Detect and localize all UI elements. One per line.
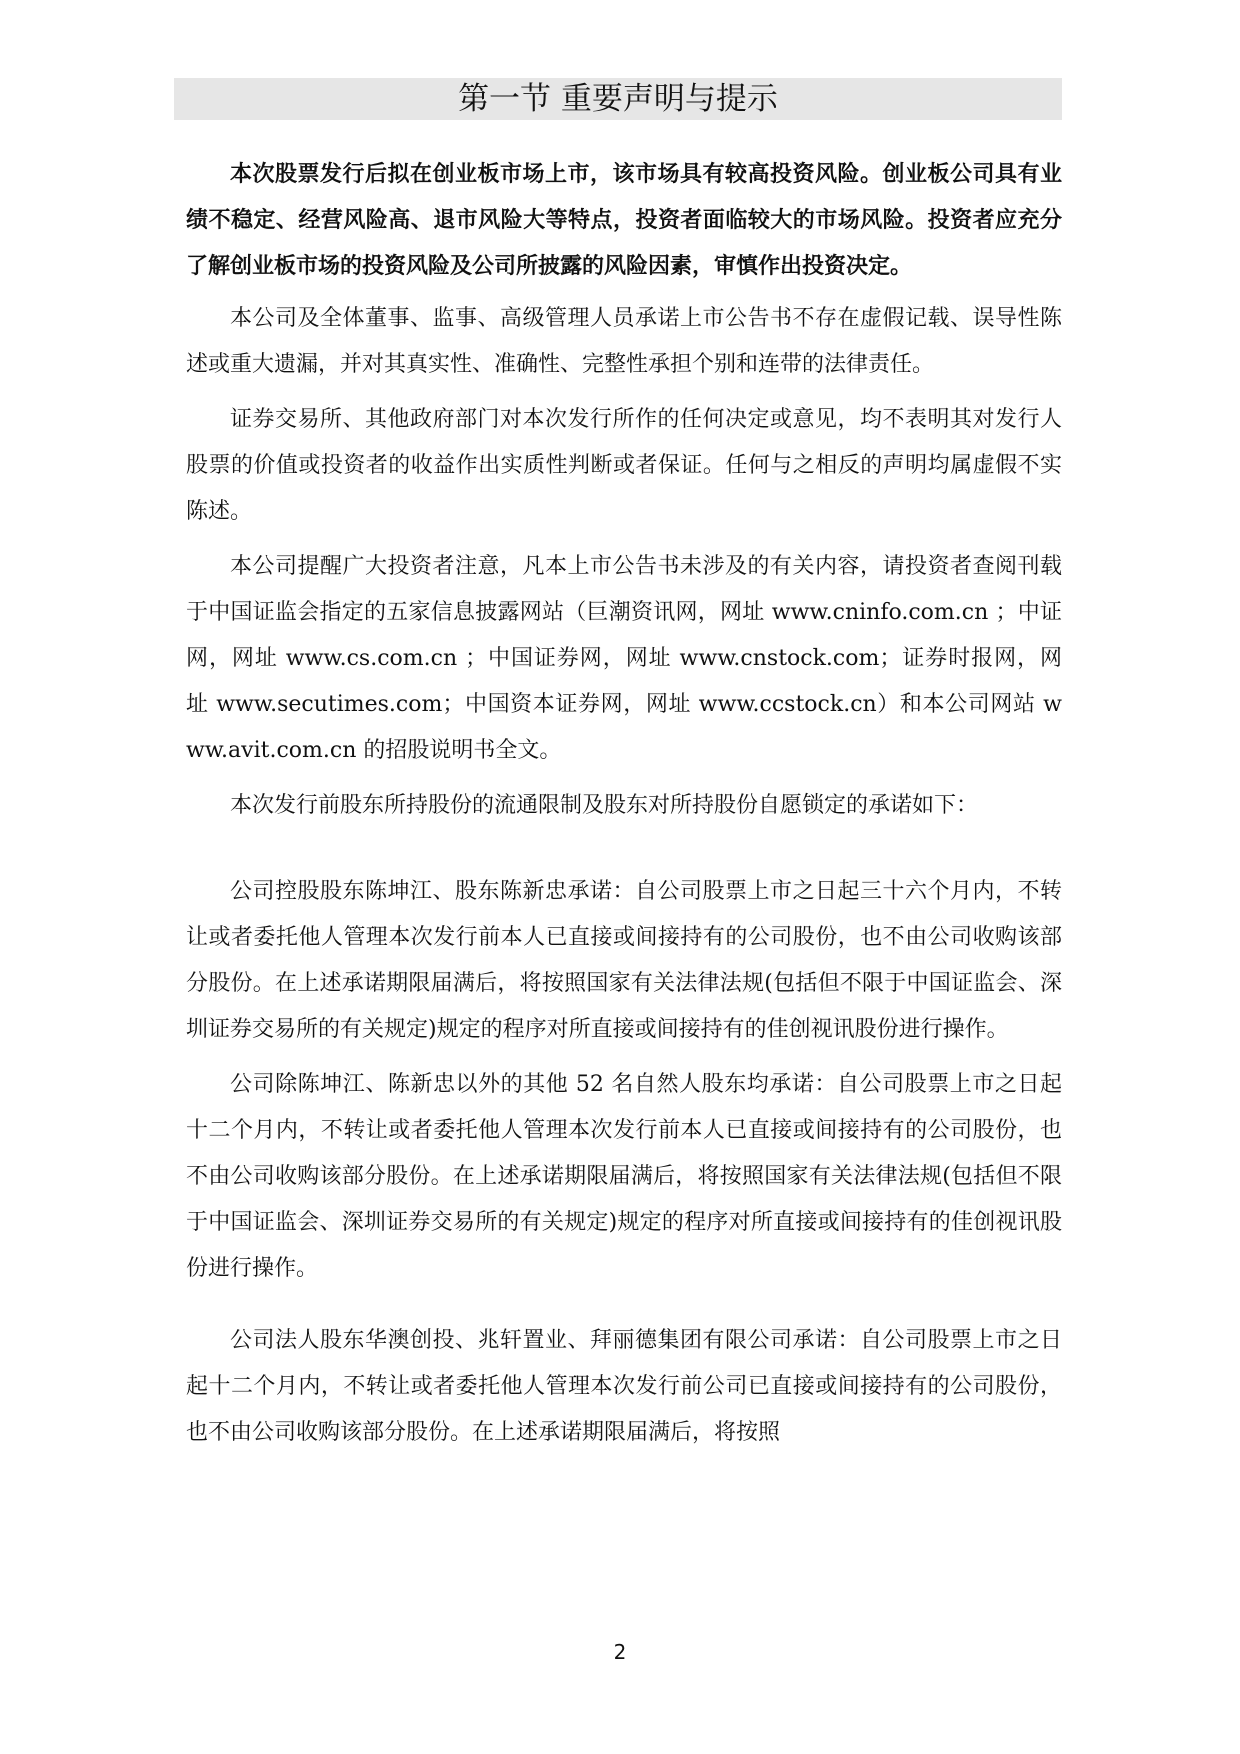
section-title: 第一节 重要声明与提示 (174, 78, 1062, 120)
lockup-intro-paragraph: 本次发行前股东所持股份的流通限制及股东对所持股份自愿锁定的承诺如下： (230, 793, 979, 818)
risk-warning-paragraph: 本次股票发行后拟在创业板市场上市，该市场具有较高投资风险。创业板公司具有业绩不稳定、经营风险高、退市风险大等特点，投资者面临较大的市场风险。投资者应充分了解创业板市场的投资风险及公司所披露的风险因素，审慎作出投资决定。 (186, 162, 1062, 279)
natural-person-shareholders-commitment-paragraph: 公司除陈坤江、陈新忠以外的其他 52 名自然人股东均承诺：自公司股票上市之日起十二个月内，不转让或者委托他人管理本次发行前本人已直接或间接持有的公司股份，也不由公司收购该部分股份。在上述承诺期限届满后，将按照国家有关法律法规(包括但不限于中国证监会、深圳证券交易所的有关规定)规定的程序对所直接或间接持有的佳创视讯股份进行操作。 (186, 1072, 1062, 1281)
board-commitment-paragraph: 本公司及全体董事、监事、高级管理人员承诺上市公告书不存在虚假记载、误导性陈述或重大遗漏，并对其真实性、准确性、完整性承担个别和连带的法律责任。 (186, 306, 1062, 377)
document-body (186, 152, 1062, 1465)
page-number: 2 (613, 1640, 627, 1664)
disclosure-websites-paragraph: 本公司提醒广大投资者注意，凡本上市公告书未涉及的有关内容，请投资者查阅刊载于中国证监会指定的五家信息披露网站（巨潮资讯网，网址 www.cninfo.com.cn ；中证网，网址 www.cs.com.cn ；中国证券网，网址 www.cnstock.com；证券时报网，网址 www.secutimes.com；中国资本证券网，网址 www.ccstock.cn）和本公司网站 www.avit.com.cn 的招股说明书全文。 (186, 554, 1062, 763)
corporate-shareholders-commitment-paragraph: 公司法人股东华澳创投、兆轩置业、拜丽德集团有限公司承诺：自公司股票上市之日起十二个月内，不转让或者委托他人管理本次发行前公司已直接或间接持有的公司股份，也不由公司收购该部分股份。在上述承诺期限届满后，将按照 (186, 1328, 1062, 1445)
exchange-disclaimer-paragraph: 证券交易所、其他政府部门对本次发行所作的任何决定或意见，均不表明其对发行人股票的价值或投资者的收益作出实质性判断或者保证。任何与之相反的声明均属虚假不实陈述。 (186, 407, 1062, 524)
controlling-shareholder-commitment-paragraph: 公司控股股东陈坤江、股东陈新忠承诺：自公司股票上市之日起三十六个月内，不转让或者委托他人管理本次发行前本人已直接或间接持有的公司股份，也不由公司收购该部分股份。在上述承诺期限届满后，将按照国家有关法律法规(包括但不限于中国证监会、深圳证券交易所的有关规定)规定的程序对所直接或间接持有的佳创视讯股份进行操作。 (186, 879, 1062, 1042)
